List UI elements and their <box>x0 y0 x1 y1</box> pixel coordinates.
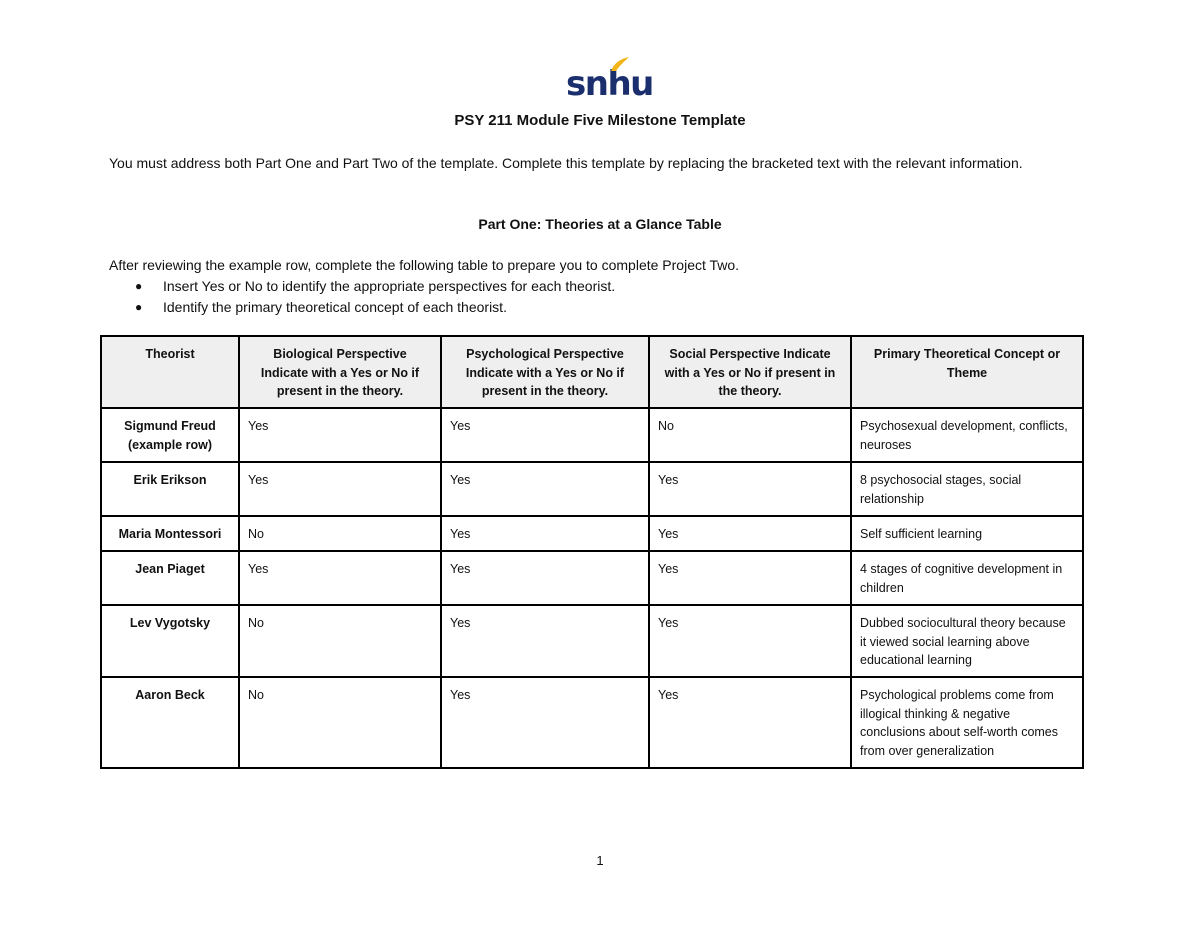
theorist-cell: Maria Montessori <box>101 516 239 551</box>
intro-paragraph: You must address both Part One and Part Two of the template. Complete this template by replacing the bracketed text with the relevant information. <box>109 155 1023 171</box>
column-header-concept: Primary Theoretical Concept or Theme <box>851 336 1083 408</box>
social-cell: No <box>649 408 851 462</box>
social-cell: Yes <box>649 677 851 768</box>
concept-cell: Dubbed sociocultural theory because it viewed social learning above educational learning <box>851 605 1083 677</box>
table-row <box>101 516 1083 551</box>
psychological-cell: Yes <box>441 605 649 677</box>
theorist-cell: Jean Piaget <box>101 551 239 605</box>
theorist-cell: Sigmund Freud (example row) <box>101 408 239 462</box>
column-header-theorist: Theorist <box>101 336 239 408</box>
concept-cell: Self sufficient learning <box>851 516 1083 551</box>
instructions <box>109 255 1089 318</box>
theorist-cell: Erik Erikson <box>101 462 239 516</box>
biological-cell: Yes <box>239 551 441 605</box>
table-row <box>101 551 1083 605</box>
biological-cell: No <box>239 677 441 768</box>
bullet-item: ● Insert Yes or No to identify the appropriate perspectives for each theorist. <box>109 276 1089 297</box>
biological-cell: Yes <box>239 408 441 462</box>
psychological-cell: Yes <box>441 677 649 768</box>
page-number: 1 <box>596 853 604 868</box>
psychological-cell: Yes <box>441 462 649 516</box>
table-row <box>101 677 1083 768</box>
bullet-list <box>109 276 1089 318</box>
concept-cell: Psychological problems come from illogical thinking & negative conclusions about self-worth comes from over generalization <box>851 677 1083 768</box>
biological-cell: Yes <box>239 462 441 516</box>
column-header-psychological: Psychological Perspective Indicate with a Yes or No if present in the theory. <box>441 336 649 408</box>
theorist-cell: Lev Vygotsky <box>101 605 239 677</box>
table-row <box>101 462 1083 516</box>
part-one-heading: Part One: Theories at a Glance Table <box>478 216 722 232</box>
table-row <box>101 408 1083 462</box>
concept-cell: 4 stages of cognitive development in children <box>851 551 1083 605</box>
instruction-text: After reviewing the example row, complete the following table to prepare you to complete Project Two. <box>109 257 740 273</box>
social-cell: Yes <box>649 462 851 516</box>
concept-cell: Psychosexual development, conflicts, neuroses <box>851 408 1083 462</box>
social-cell: Yes <box>649 605 851 677</box>
biological-cell: No <box>239 605 441 677</box>
table-header-row <box>101 336 1083 408</box>
concept-cell: 8 psychosocial stages, social relationship <box>851 462 1083 516</box>
theorist-cell: Aaron Beck <box>101 677 239 768</box>
psychological-cell: Yes <box>441 551 649 605</box>
psychological-cell: Yes <box>441 516 649 551</box>
psychological-cell: Yes <box>441 408 649 462</box>
theories-table <box>100 335 1084 769</box>
social-cell: Yes <box>649 516 851 551</box>
bullet-item: ● Identify the primary theoretical concept of each theorist. <box>109 297 1089 318</box>
table-row <box>101 605 1083 677</box>
snhu-logo <box>566 56 653 104</box>
logo-wordmark: snhu <box>566 64 653 104</box>
biological-cell: No <box>239 516 441 551</box>
flame-icon <box>610 56 630 72</box>
column-header-social: Social Perspective Indicate with a Yes or No if present in the theory. <box>649 336 851 408</box>
page-title: PSY 211 Module Five Milestone Template <box>454 112 746 129</box>
social-cell: Yes <box>649 551 851 605</box>
column-header-biological: Biological Perspective Indicate with a Yes or No if present in the theory. <box>239 336 441 408</box>
